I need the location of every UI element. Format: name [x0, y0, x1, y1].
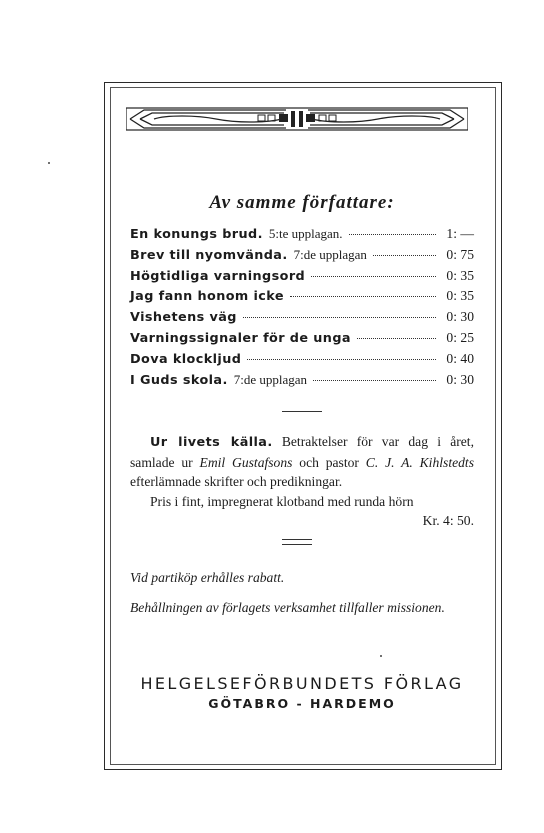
discount-note: Vid partiköp erhålles rabatt.	[130, 570, 285, 585]
double-divider	[282, 539, 312, 545]
dot-leader	[247, 359, 436, 360]
page-heading: Av samme författare:	[209, 192, 395, 213]
book-title: Vishetens väg	[130, 310, 237, 326]
paper-speck	[48, 162, 50, 164]
section-divider	[282, 411, 322, 412]
promo-price: Kr. 4: 50.	[422, 513, 474, 529]
book-price: 0: 30	[446, 309, 474, 325]
book-list	[130, 226, 474, 392]
proceeds-note: Behållningen av förlagets verksamhet tillfaller missionen.	[130, 600, 445, 615]
book-price: 1: —	[446, 226, 474, 241]
dot-leader	[357, 338, 436, 339]
book-row	[130, 330, 474, 351]
promo-title: Ur livets källa.	[150, 435, 273, 450]
publisher-place: GÖTABRO - HARDEMO	[208, 696, 396, 711]
book-title: Högtidliga varningsord	[130, 268, 306, 284]
book-row	[130, 309, 474, 330]
featured-book-description	[130, 432, 474, 531]
book-price: 0: 35	[446, 267, 474, 283]
promo-author: C. J. A. Kihlstedts	[365, 454, 474, 470]
promo-binding: Pris i fint, impregnerat klotband med runda hörn	[150, 493, 414, 509]
book-price: 0: 25	[446, 329, 474, 345]
promo-text: och pastor	[292, 454, 366, 470]
promo-text: Betraktelser för var dag i året, samlade ur	[130, 434, 474, 470]
promo-paragraph	[130, 432, 474, 492]
publisher-name: HELGELSEFÖRBUNDETS FÖRLAG	[140, 674, 464, 693]
book-title: Brev till nyomvända.	[130, 247, 288, 263]
page-border-inner	[110, 87, 496, 765]
book-title: Dova klockljud	[130, 351, 242, 367]
dot-leader	[349, 234, 437, 235]
book-price: 0: 75	[446, 246, 474, 262]
book-row	[130, 247, 474, 268]
book-row	[130, 288, 474, 309]
book-title: Jag fann honom icke	[130, 289, 284, 305]
book-edition: 7:de upplagan	[293, 246, 367, 262]
dot-leader	[311, 276, 436, 277]
dot-leader	[290, 296, 436, 297]
book-edition: 7:de upplagan	[233, 371, 308, 387]
book-title: En konungs brud.	[130, 227, 263, 242]
dot-leader	[243, 317, 436, 318]
book-row	[130, 351, 474, 372]
promo-author: Emil Gustafsons	[199, 454, 293, 470]
book-title: I Guds skola.	[130, 372, 228, 388]
book-title: Varningssignaler för de unga	[130, 330, 351, 346]
book-row	[130, 268, 474, 289]
decorative-ornament-band	[126, 106, 468, 132]
book-edition: 5:te upplagan.	[268, 226, 343, 241]
paper-speck	[380, 655, 382, 657]
book-row	[130, 226, 474, 247]
book-price: 0: 40	[446, 350, 474, 366]
book-price: 0: 30	[446, 371, 474, 387]
book-price: 0: 35	[446, 288, 474, 304]
dot-leader	[373, 255, 436, 256]
promo-text: efterlämnade skrifter och predikningar.	[130, 474, 343, 490]
dot-leader	[313, 380, 436, 381]
book-row	[130, 372, 474, 393]
